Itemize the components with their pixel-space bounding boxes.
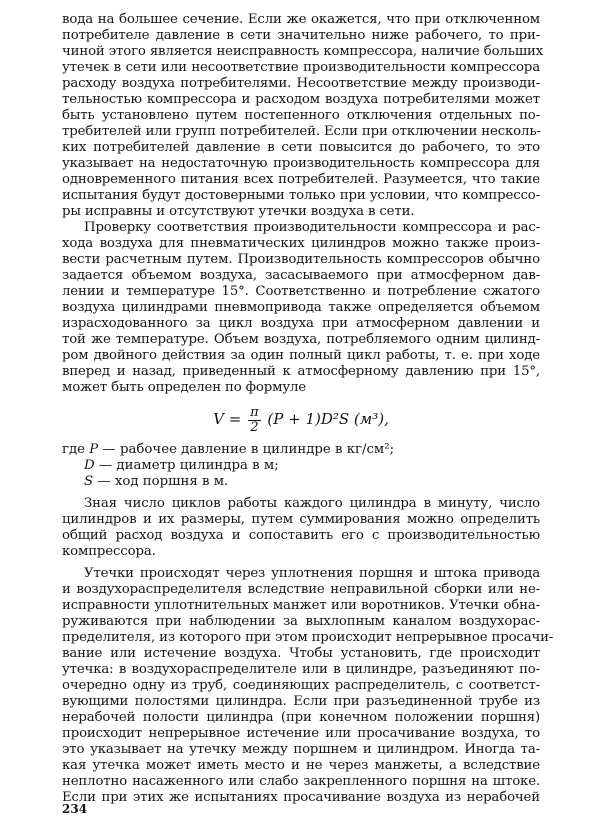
formula-denominator: 2 — [250, 419, 259, 435]
text-line: цилиндров и их размеры, путем суммирования можно определить — [62, 512, 540, 527]
text-line: это указывает на утечку между поршнем и цилиндром. Иногда та- — [62, 742, 540, 757]
text-line: ких потребителей давление в сети повысится до рабочего, то это — [62, 140, 540, 155]
text-line: потребителе давление в сети значительно ниже рабочего, то при- — [62, 28, 540, 43]
definition-symbol: P — [89, 442, 99, 457]
paragraph-2 — [62, 220, 540, 396]
text-line: расходу воздуха потребителями. Несоответствие между производи- — [62, 76, 540, 91]
text-line: Утечки происходят через уплотнения поршня и штока привода — [84, 566, 540, 581]
formula-rhs: (P + 1)D²S (м³), — [267, 410, 389, 428]
text-line: утечек в сети или несоответствие производительности компрессора — [62, 60, 540, 75]
text-line: израсходованного за цикл воздуха при атмосферном давлении и — [62, 316, 540, 331]
text-line: требителей или групп потребителей. Если при отключении несколь- — [62, 124, 541, 139]
text-line: вперед и назад, приведенный к атмосферному давлению при 15°, — [62, 364, 540, 379]
text-line: лении и температуре 15°. Соответственно и потребление сжатого — [62, 284, 540, 299]
text-line: указывает на недостаточную производительность компрессора для — [62, 156, 540, 171]
text-line: ром двойного действия за один полный цикл работы, т. е. при ходе — [62, 348, 540, 363]
paragraph-4 — [62, 566, 554, 806]
text-line: очередно одну из труб, соединяющих распределитель, с соответст- — [62, 678, 540, 693]
definition-prefix: где — [62, 442, 90, 457]
text-line: чиной этого является неисправность компрессора, наличие больших — [62, 44, 544, 59]
text-line: вующими полостями цилиндра. Если при разъединенной трубе из — [62, 694, 540, 709]
text-line: той же температуре. Объем воздуха, потребляемого одним цилинд- — [62, 332, 540, 347]
text-line: пределителя, из которого при этом происходит непрерывное просачи- — [62, 630, 554, 645]
definition-symbol: D — [84, 458, 95, 473]
definition-symbol: S — [84, 474, 94, 489]
text-line: испытания будут достоверными только при условии, что компрессо- — [62, 188, 540, 203]
text-line: может быть определен по формуле — [62, 380, 307, 395]
text-line: Если при этих же испытаниях просачивание воздуха из нерабочей — [62, 790, 540, 805]
text-line: вода на большее сечение. Если же окажется, что при отключенном — [62, 12, 540, 27]
text-line: неплотно насаженного или слабо закрепленного поршня на штоке. — [62, 774, 540, 789]
variable-definitions — [62, 442, 540, 490]
text-line: быть установлено путем постепенного отключения отдельных по- — [62, 108, 540, 123]
text-line: и воздухораспределителя вследствие неправильной сборки или не- — [62, 582, 540, 597]
formula-numerator: π — [250, 404, 259, 420]
text-line: ры исправны и отсутствуют утечки воздуха в сети. — [62, 204, 415, 219]
paragraph-1 — [62, 12, 544, 220]
text-line: одновременного питания всех потребителей. Разумеется, что такие — [62, 172, 540, 187]
text-line: задается объемом воздуха, засасываемого при атмосферном дав- — [62, 268, 540, 283]
volume-formula — [62, 396, 540, 442]
text-line: исправности уплотнительных манжет или воротников. Утечки обна- — [62, 598, 540, 613]
text-line: компрессора. — [62, 544, 156, 559]
text-line: утечка: в воздухораспределителе или в цилиндре, разъединяют по- — [62, 662, 540, 677]
text-line: воздуха цилиндрами пневмопривода также определяется объемом — [62, 300, 540, 315]
formula-fraction — [248, 406, 261, 435]
page-number: 234 — [62, 802, 88, 816]
definition-text: — ход поршня в м. — [93, 474, 229, 489]
definition-p — [62, 442, 540, 458]
text-line: общий расход воздуха и сопоставить его с производительностью — [62, 528, 540, 543]
text-line: руживаются при наблюдении за выхлопным каналом воздухорас- — [62, 614, 540, 629]
text-line: происходит непрерывное истечение или просачивание воздуха, то — [62, 726, 540, 741]
definition-text: — диаметр цилиндра в м; — [94, 458, 279, 473]
text-line: вести расчетным путем. Производительность компрессоров обычно — [62, 252, 540, 267]
definition-text: — рабочее давление в цилиндре в кг/см²; — [98, 442, 395, 457]
text-line: тельностью компрессора и расходом воздуха потребителями может — [62, 92, 540, 107]
text-line: нерабочей полости цилиндра (при конечном положении поршня) — [62, 710, 540, 725]
text-line: Зная число циклов работы каждого цилиндра в минуту, число — [84, 496, 540, 511]
definition-s — [62, 474, 540, 490]
page-body — [62, 12, 554, 806]
text-line: хода воздуха для пневматических цилиндров можно также произ- — [62, 236, 540, 251]
paragraph-3 — [62, 496, 540, 560]
formula-lhs: V = — [213, 410, 242, 428]
definition-d — [62, 458, 540, 474]
text-line: вание или истечение воздуха. Чтобы установить, где происходит — [62, 646, 540, 661]
text-line: Проверку соответствия производительности компрессора и рас- — [84, 220, 540, 235]
text-line: кая утечка может иметь место и не через манжеты, а вследствие — [62, 758, 540, 773]
